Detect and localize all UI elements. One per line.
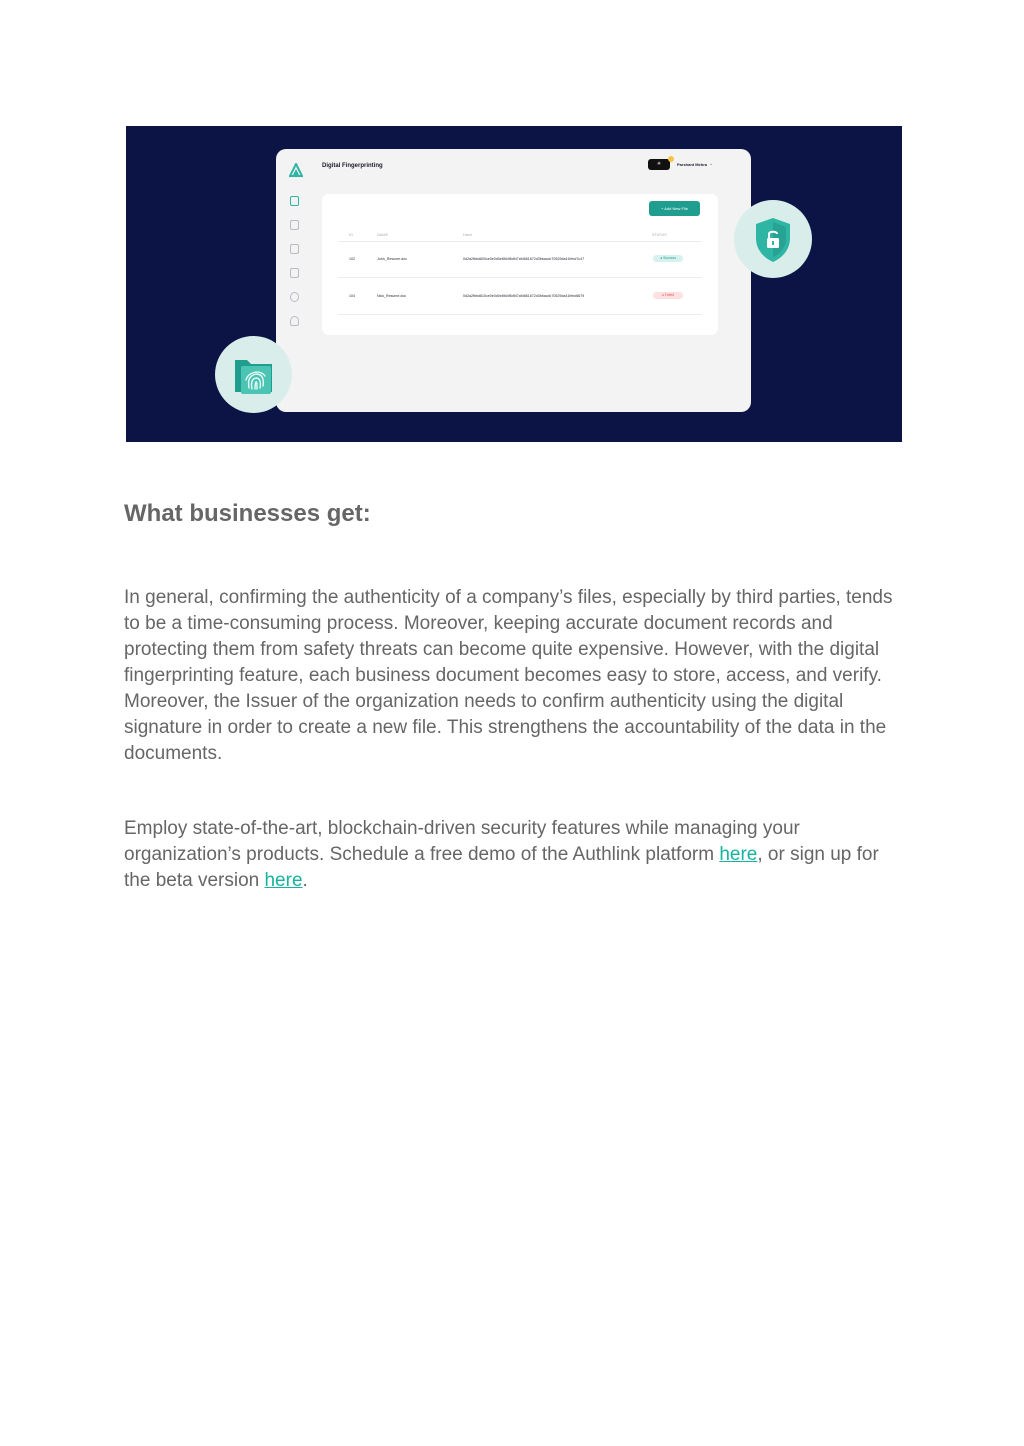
files-icon: [290, 244, 299, 254]
logo-icon: [289, 163, 303, 177]
theme-toggle: ☀: [648, 159, 670, 170]
fingerprint-folder-icon: [215, 336, 292, 413]
fingerprint-folder-badge: [215, 336, 292, 413]
app-title: Digital Fingerprinting: [322, 163, 383, 169]
user-icon: [290, 316, 299, 326]
cta-text: , or sign up for the beta version: [124, 844, 879, 891]
column-header-status: STATUS: [652, 233, 667, 237]
add-new-file-button: + Add New File: [649, 201, 700, 216]
cta-text: Employ state-of-the-art, blockchain-driven security features while managing your organization’s products. Schedule a free demo of the Authlink platform: [124, 818, 800, 865]
row-1-id: 102: [349, 257, 355, 261]
shield-lock-badge: [734, 200, 812, 278]
paragraph-intro: In general, confirming the authenticity of a company’s files, especially by third parties, tends to be a time-consuming process. Moreover, keeping accurate document records and protecting them from safety threats can become quite expensive. However, with the digital fingerprinting feature, each business document becomes easy to store, access, and verify. Moreover, the Issuer of the organization needs to confirm authenticity using the digital signature in order to create a new file. This strengthens the accountability of the data in the documents.: [124, 587, 893, 764]
column-header-name: NAME: [377, 233, 389, 237]
section-heading: What businesses get:: [124, 500, 371, 527]
divider: [338, 314, 702, 315]
user-name: Parshant Mehra: [677, 162, 708, 167]
app-screenshot-card: [276, 149, 751, 412]
beta-signup-link[interactable]: here: [264, 870, 303, 891]
row-2-name: Nick_Resume.doc: [377, 294, 407, 298]
files-panel: [322, 194, 718, 335]
status-badge: ● Success: [653, 255, 683, 262]
shield-lock-icon: [734, 200, 812, 278]
row-1-hash: 0d2a2fbbd800ce0e0d0e8fd4f6df47af4661672d3bbacdc70529da41febd7c47: [463, 257, 585, 261]
chevron-down-icon: ⌄: [709, 161, 714, 167]
document-icon: [290, 220, 299, 230]
hero-image: [126, 126, 902, 442]
file-icon: [290, 268, 299, 278]
column-header-id: ID: [349, 233, 353, 237]
notification-dot: [668, 156, 674, 162]
divider: [338, 241, 702, 242]
sidebar: [290, 196, 302, 340]
cta-text-end: .: [302, 870, 308, 891]
paragraph-cta: [124, 816, 904, 894]
headphones-icon: [290, 292, 299, 302]
status-badge: ● Failed: [653, 292, 683, 299]
row-2-hash: 0d2a2fbbd810ce0e0d0e8fd4f6df47af4661672d3bbacdc70529da41febd6679: [463, 294, 585, 298]
column-header-hash: Hash: [463, 233, 473, 237]
divider: [338, 277, 702, 278]
demo-link[interactable]: here: [719, 844, 758, 865]
row-1-name: John_Resume.doc: [377, 257, 407, 261]
dashboard-icon: [290, 196, 299, 206]
row-2-id: 104: [349, 294, 355, 298]
